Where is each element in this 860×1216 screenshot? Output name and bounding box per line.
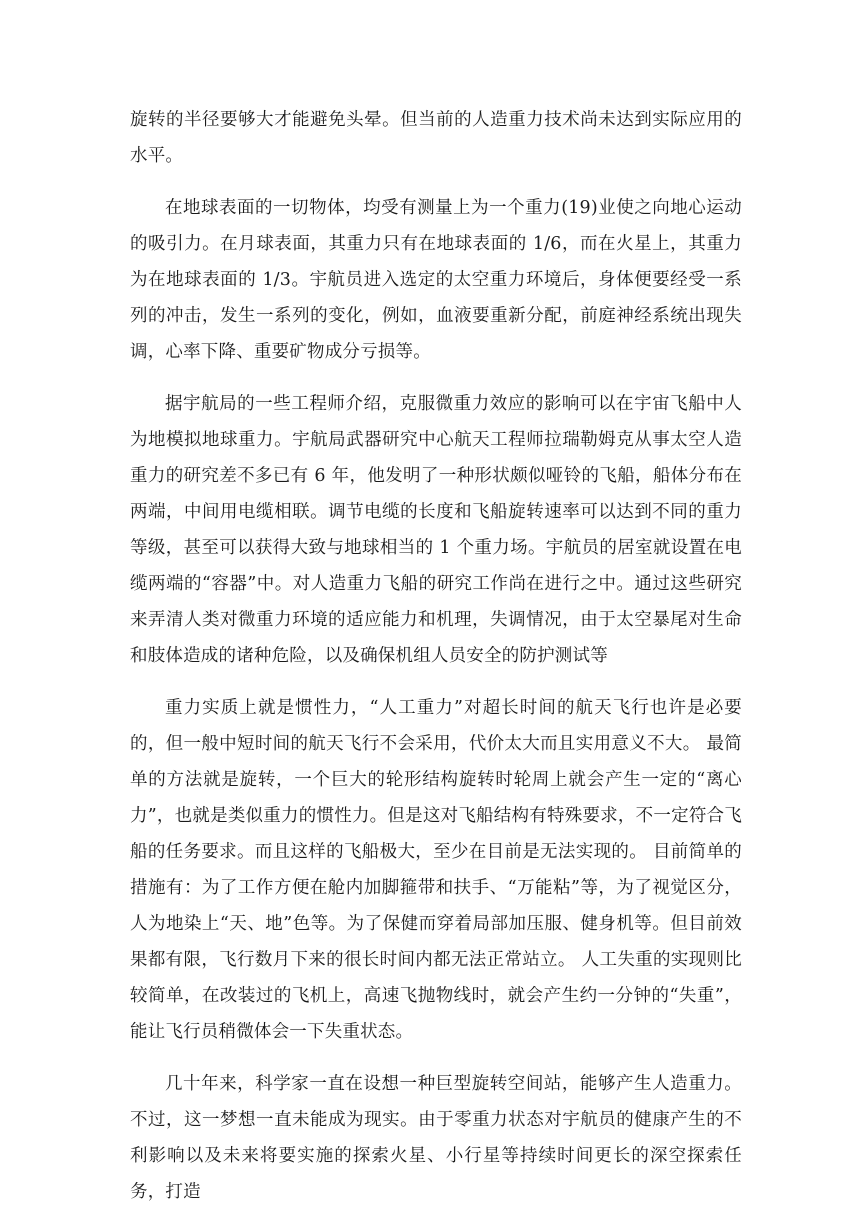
paragraph-gap [130,174,742,190]
paragraph: 旋转的半径要够大才能避免头晕。但当前的人造重力技术尚未达到实际应用的水平。 [130,110,742,166]
paragraph-gap [130,370,742,386]
paragraph: 重力实质上就是惯性力，“人工重力”对超长时间的航天飞行也许是必要的，但一般中短时间的航天飞行不会采用，代价太大而且实用意义不大。 最简单的方法就是旋转，一个巨大的轮形结构旋转时轮周上就会产生一定的“离心力”，也就是类似重力的惯性力。但是这对飞船结构有特殊要求，不一定符合飞船的任务要求。而且这样的飞船极大，至少在目前是无法实现的。 目前简单的措施有：为了工作方便在舱内加脚箍带和扶手、“万能粘”等，为了视觉区分，人为地染上“天、地”色等。为了保健而穿着局部加压服、健身机等。但目前效果都有限，飞行数月下来的很长时间内都无法正常站立。 人工失重的实现则比较简单，在改装过的飞机上，高速飞抛物线时，就会产生约一分钟的“失重”，能让飞行员稍微体会一下失重状态。 [130,698,742,1042]
paragraph-gap [130,1050,742,1066]
document-body [130,102,742,1210]
paragraph: 在地球表面的一切物体，均受有测量上为一个重力(19)业使之向地心运动的吸引力。在月球表面，其重力只有在地球表面的 1/6，而在火星上，其重力为在地球表面的 1/3。宇航员进入选定的太空重力环境后，身体便要经受一系列的冲击，发生一系列的变化，例如，血液要重新分配，前庭神经系统出现失调，心率下降、重要矿物成分亏损等。 [130,198,742,362]
paragraph: 几十年来，科学家一直在设想一种巨型旋转空间站，能够产生人造重力。不过，这一梦想一直未能成为现实。由于零重力状态对宇航员的健康产生的不利影响以及未来将要实施的探索火星、小行星等持续时间更长的深空探索任务，打造 [130,1074,742,1202]
paragraph-gap [130,674,742,690]
paragraph: 据宇航局的一些工程师介绍，克服微重力效应的影响可以在宇宙飞船中人为地模拟地球重力。宇航局武器研究中心航天工程师拉瑞勒姆克从事太空人造重力的研究差不多已有 6 年，他发明了一种形状颇似哑铃的飞船，船体分布在两端，中间用电缆相联。调节电缆的长度和飞船旋转速率可以达到不同的重力等级，甚至可以获得大致与地球相当的 1 个重力场。宇航员的居室就设置在电缆两端的“容器”中。对人造重力飞船的研究工作尚在进行之中。通过这些研究来弄清人类对微重力环境的适应能力和机理，失调情况，由于太空暴尾对生命和肢体造成的诸种危险，以及确保机组人员安全的防护测试等 [130,394,742,666]
